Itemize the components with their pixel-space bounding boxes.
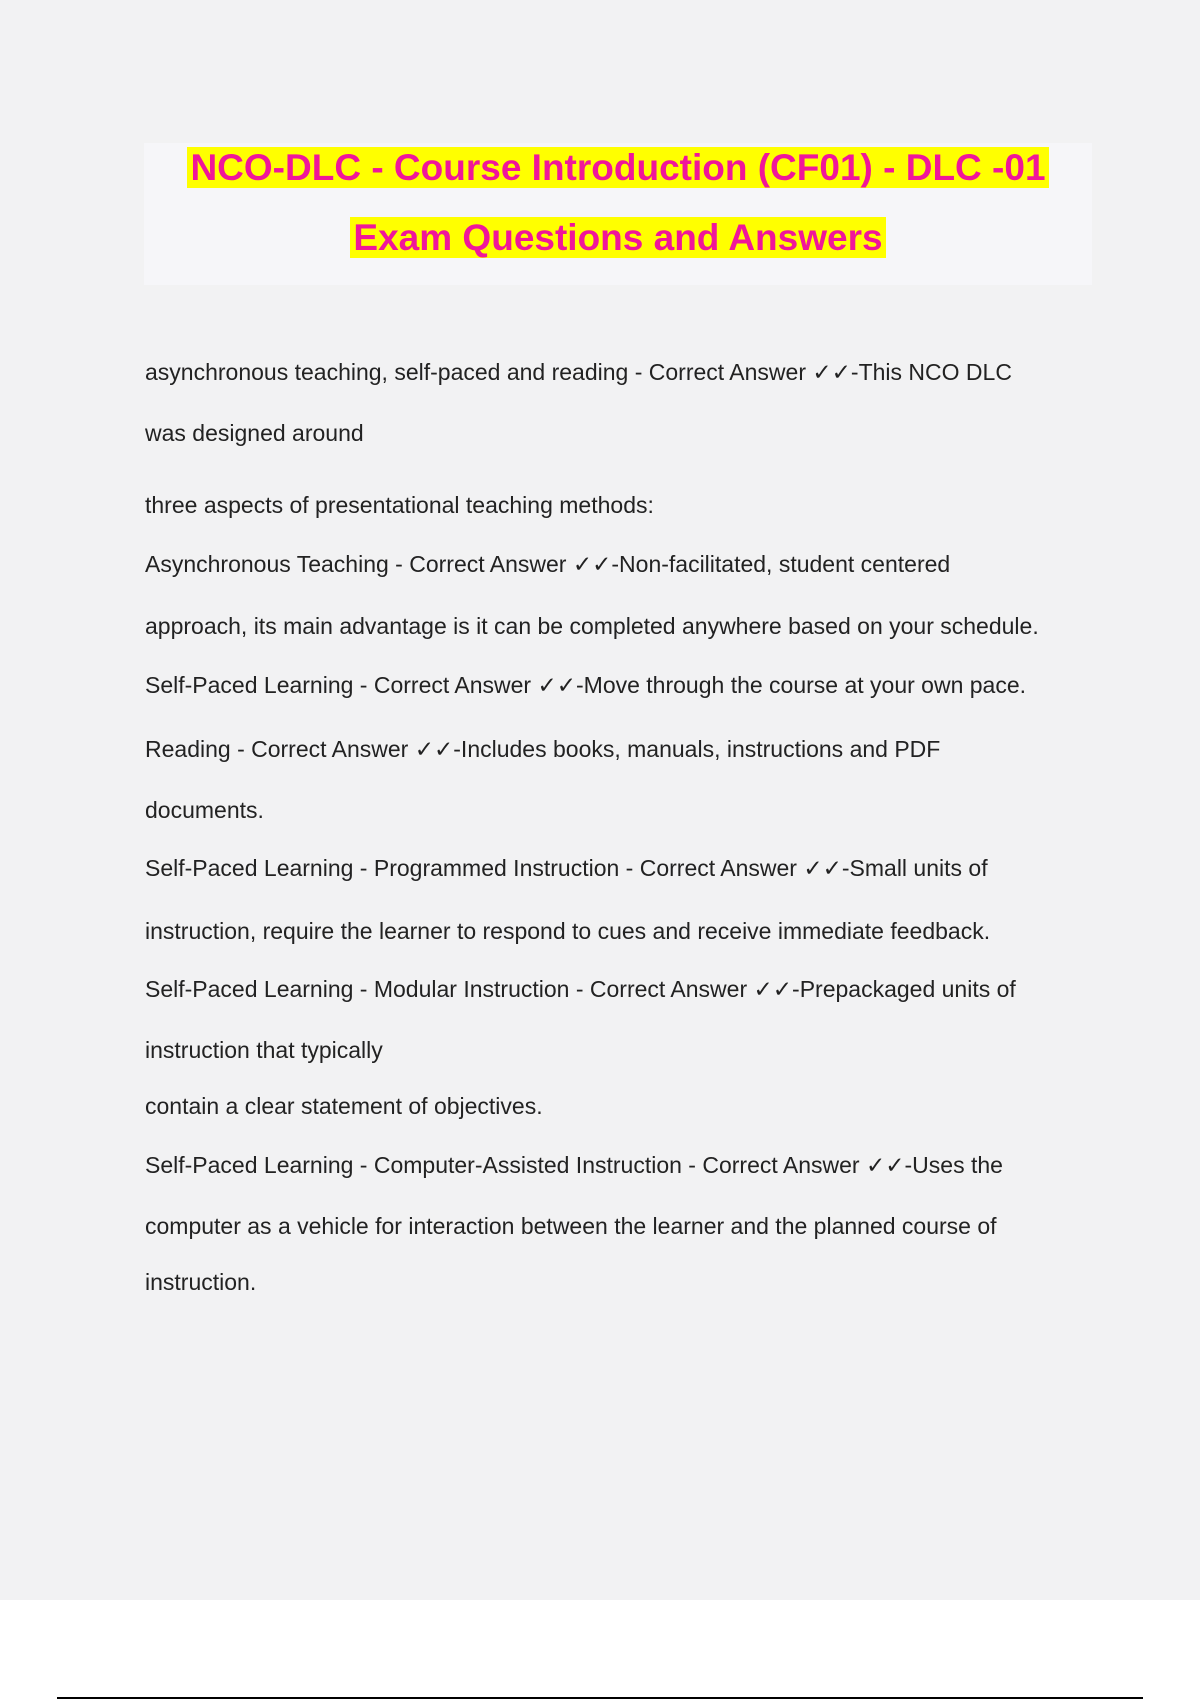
text-line: three aspects of presentational teaching methods:: [145, 492, 654, 518]
text-line: computer as a vehicle for interaction between the learner and the planned course of: [145, 1213, 997, 1239]
text-line: instruction.: [145, 1269, 257, 1295]
text-line: Self-Paced Learning - Correct Answer ✓✓-Move through the course at your own pace.: [145, 672, 1027, 698]
text-line: asynchronous teaching, self-paced and reading - Correct Answer ✓✓-This NCO DLC: [145, 359, 1012, 385]
text-line: instruction that typically: [145, 1037, 383, 1063]
title-line-2: Exam Questions and Answers: [144, 215, 1092, 261]
text-line: documents.: [145, 797, 264, 823]
text-line: contain a clear statement of objectives.: [145, 1093, 543, 1119]
document-title: [144, 143, 1092, 285]
footer-divider: [57, 1697, 1143, 1699]
text-line: Self-Paced Learning - Programmed Instruction - Correct Answer ✓✓-Small units of: [145, 855, 988, 881]
text-line: Self-Paced Learning - Modular Instruction - Correct Answer ✓✓-Prepackaged units of: [145, 976, 1016, 1002]
text-line: Self-Paced Learning - Computer-Assisted Instruction - Correct Answer ✓✓-Uses the: [145, 1152, 1003, 1178]
text-line: Reading - Correct Answer ✓✓-Includes books, manuals, instructions and PDF: [145, 736, 941, 762]
text-line: was designed around: [145, 420, 364, 446]
text-line: Asynchronous Teaching - Correct Answer ✓✓-Non-facilitated, student centered: [145, 551, 951, 577]
text-line: instruction, require the learner to respond to cues and receive immediate feedback.: [145, 918, 991, 944]
title-line-1: NCO-DLC - Course Introduction (CF01) - DLC -01: [144, 145, 1092, 191]
text-line: approach, its main advantage is it can be completed anywhere based on your schedule.: [145, 613, 1039, 639]
